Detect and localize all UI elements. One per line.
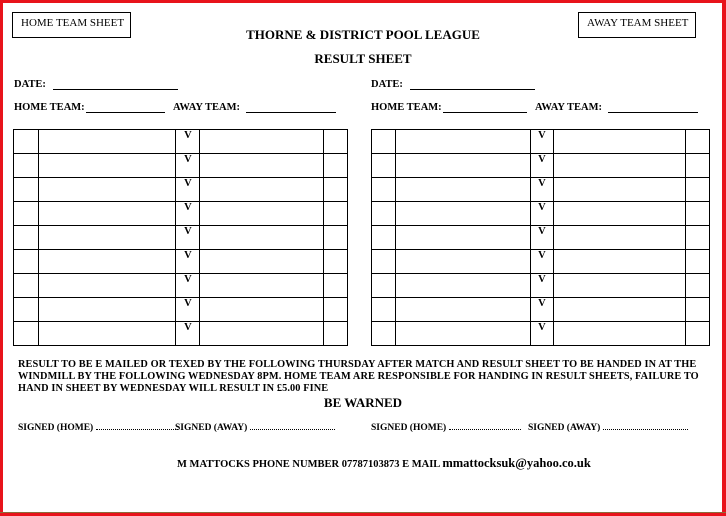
table-row — [372, 274, 710, 298]
away-player-cell[interactable] — [200, 178, 324, 202]
home-player-cell[interactable] — [395, 274, 530, 298]
away-score-cell[interactable] — [686, 154, 710, 178]
away-score-cell[interactable] — [686, 226, 710, 250]
away-signed-away — [528, 421, 688, 433]
home-player-cell[interactable] — [38, 130, 176, 154]
away-score-cell[interactable] — [686, 130, 710, 154]
home-score-cell[interactable] — [372, 274, 396, 298]
home-score-cell[interactable] — [372, 322, 396, 346]
vs-cell: V — [530, 226, 554, 250]
away-score-cell[interactable] — [324, 274, 348, 298]
vs-cell: V — [176, 250, 200, 274]
home-date-field[interactable] — [53, 89, 178, 90]
home-player-cell[interactable] — [38, 226, 176, 250]
home-results-body — [14, 130, 348, 346]
away-away-team-label: AWAY TEAM: — [535, 102, 602, 113]
home-score-cell[interactable] — [14, 298, 39, 322]
away-date-label: DATE: — [371, 79, 403, 90]
table-row — [372, 322, 710, 346]
table-row — [14, 250, 348, 274]
away-score-cell[interactable] — [686, 322, 710, 346]
vs-cell: V — [176, 322, 200, 346]
home-signed-away — [175, 421, 335, 433]
home-home-team-label: HOME TEAM: — [14, 102, 85, 113]
away-date-field[interactable] — [410, 89, 535, 90]
home-score-cell[interactable] — [14, 178, 39, 202]
vs-cell: V — [530, 322, 554, 346]
away-score-cell[interactable] — [686, 178, 710, 202]
home-score-cell[interactable] — [372, 298, 396, 322]
home-score-cell[interactable] — [14, 250, 39, 274]
vs-cell: V — [530, 298, 554, 322]
notes-line-1: RESULT TO BE E MAILED OR TEXED BY THE FOLLOWING THURSDAY AFTER MATCH AND RESULT SHEET TO BE HANDED IN AT THE — [18, 359, 697, 370]
table-row — [14, 202, 348, 226]
table-row — [14, 226, 348, 250]
away-score-cell[interactable] — [324, 154, 348, 178]
away-home-team-label: HOME TEAM: — [371, 102, 442, 113]
home-score-cell[interactable] — [14, 154, 39, 178]
notes-line-3: HAND IN SHEET BY WEDNESDAY WILL RESULT IN £5.00 FINE — [18, 383, 329, 394]
away-player-cell[interactable] — [554, 322, 686, 346]
signed-away-label: SIGNED (AWAY) — [175, 423, 248, 433]
signed-home-label: SIGNED (HOME) — [18, 423, 94, 433]
vs-cell: V — [176, 178, 200, 202]
away-player-cell[interactable] — [554, 298, 686, 322]
notes-line-2: WINDMILL BY THE FOLLOWING WEDNESDAY 8PM. HOME TEAM ARE RESPONSIBLE FOR HANDING IN RESULT SHEETS, FAILURE TO — [18, 371, 699, 382]
vs-cell: V — [530, 178, 554, 202]
home-away-team-field[interactable] — [246, 112, 336, 113]
home-player-cell[interactable] — [395, 298, 530, 322]
home-score-cell[interactable] — [14, 274, 39, 298]
away-player-cell[interactable] — [200, 274, 324, 298]
away-score-cell[interactable] — [686, 202, 710, 226]
home-score-cell[interactable] — [14, 322, 39, 346]
signed-home-field[interactable] — [449, 421, 521, 430]
away-player-cell[interactable] — [200, 250, 324, 274]
vs-cell: V — [530, 274, 554, 298]
table-row — [14, 274, 348, 298]
signed-away-field[interactable] — [250, 421, 335, 430]
vs-cell: V — [530, 202, 554, 226]
home-score-cell[interactable] — [14, 202, 39, 226]
home-score-cell[interactable] — [372, 178, 396, 202]
away-score-cell[interactable] — [686, 274, 710, 298]
away-player-cell[interactable] — [554, 178, 686, 202]
away-home-team-field[interactable] — [443, 112, 527, 113]
home-score-cell[interactable] — [372, 250, 396, 274]
home-signed-home — [18, 421, 178, 433]
home-player-cell[interactable] — [38, 250, 176, 274]
away-results-table — [371, 129, 710, 346]
vs-cell: V — [530, 130, 554, 154]
home-score-cell[interactable] — [372, 202, 396, 226]
table-row — [14, 130, 348, 154]
table-row — [372, 202, 710, 226]
vs-cell: V — [530, 154, 554, 178]
be-warned-text: BE WARNED — [323, 395, 403, 410]
vs-cell: V — [176, 154, 200, 178]
home-player-cell[interactable] — [38, 178, 176, 202]
home-score-cell[interactable] — [372, 154, 396, 178]
home-score-cell[interactable] — [372, 226, 396, 250]
table-row — [14, 298, 348, 322]
away-score-cell[interactable] — [686, 298, 710, 322]
vs-cell: V — [176, 274, 200, 298]
signed-away-label: SIGNED (AWAY) — [528, 423, 601, 433]
home-player-cell[interactable] — [395, 226, 530, 250]
away-player-cell[interactable] — [554, 250, 686, 274]
table-row — [372, 178, 710, 202]
home-player-cell[interactable] — [38, 298, 176, 322]
page-bottom-border — [0, 512, 726, 516]
home-player-cell[interactable] — [395, 250, 530, 274]
away-score-cell[interactable] — [324, 130, 348, 154]
league-title: THORNE & DISTRICT POOL LEAGUE — [246, 27, 480, 42]
home-home-team-field[interactable] — [86, 112, 165, 113]
away-score-cell[interactable] — [324, 250, 348, 274]
away-score-cell[interactable] — [324, 226, 348, 250]
vs-cell: V — [176, 202, 200, 226]
away-player-cell[interactable] — [554, 130, 686, 154]
home-team-sheet-label: HOME TEAM SHEET — [21, 17, 125, 29]
signed-home-field[interactable] — [96, 421, 178, 430]
away-player-cell[interactable] — [200, 202, 324, 226]
vs-cell: V — [176, 298, 200, 322]
home-player-cell[interactable] — [395, 130, 530, 154]
contact-email[interactable]: mmattocksuk@yahoo.co.uk — [442, 456, 591, 470]
table-row — [14, 154, 348, 178]
table-row — [372, 250, 710, 274]
away-signed-home — [371, 421, 521, 433]
away-player-cell[interactable] — [200, 322, 324, 346]
table-row — [372, 298, 710, 322]
home-date-label: DATE: — [14, 79, 46, 90]
away-score-cell[interactable] — [324, 202, 348, 226]
away-player-cell[interactable] — [554, 274, 686, 298]
signed-away-field[interactable] — [603, 421, 688, 430]
home-player-cell[interactable] — [395, 178, 530, 202]
table-row — [372, 154, 710, 178]
home-score-cell[interactable] — [14, 130, 39, 154]
home-player-cell[interactable] — [395, 322, 530, 346]
away-player-cell[interactable] — [200, 226, 324, 250]
away-player-cell[interactable] — [200, 154, 324, 178]
contact-text: M MATTOCKS PHONE NUMBER 07787103873 E MAIL — [177, 459, 443, 470]
signed-home-label: SIGNED (HOME) — [371, 423, 447, 433]
home-player-cell[interactable] — [38, 274, 176, 298]
home-score-cell[interactable] — [14, 226, 39, 250]
table-row — [14, 178, 348, 202]
home-player-cell[interactable] — [38, 202, 176, 226]
away-score-cell[interactable] — [324, 178, 348, 202]
home-player-cell[interactable] — [38, 322, 176, 346]
away-player-cell[interactable] — [554, 202, 686, 226]
away-results-body — [372, 130, 710, 346]
away-score-cell[interactable] — [324, 298, 348, 322]
away-player-cell[interactable] — [200, 130, 324, 154]
home-player-cell[interactable] — [395, 154, 530, 178]
away-away-team-field[interactable] — [608, 112, 698, 113]
vs-cell: V — [530, 250, 554, 274]
away-score-cell[interactable] — [686, 250, 710, 274]
table-row — [372, 130, 710, 154]
away-score-cell[interactable] — [324, 322, 348, 346]
away-player-cell[interactable] — [554, 154, 686, 178]
away-player-cell[interactable] — [554, 226, 686, 250]
vs-cell: V — [176, 130, 200, 154]
home-score-cell[interactable] — [372, 130, 396, 154]
contact-line — [177, 456, 591, 471]
away-team-sheet-label: AWAY TEAM SHEET — [587, 17, 689, 29]
home-results-table — [13, 129, 348, 346]
result-sheet-title: RESULT SHEET — [314, 51, 412, 66]
home-away-team-label: AWAY TEAM: — [173, 102, 240, 113]
vs-cell: V — [176, 226, 200, 250]
table-row — [14, 322, 348, 346]
table-row — [372, 226, 710, 250]
home-player-cell[interactable] — [395, 202, 530, 226]
home-player-cell[interactable] — [38, 154, 176, 178]
away-player-cell[interactable] — [200, 298, 324, 322]
